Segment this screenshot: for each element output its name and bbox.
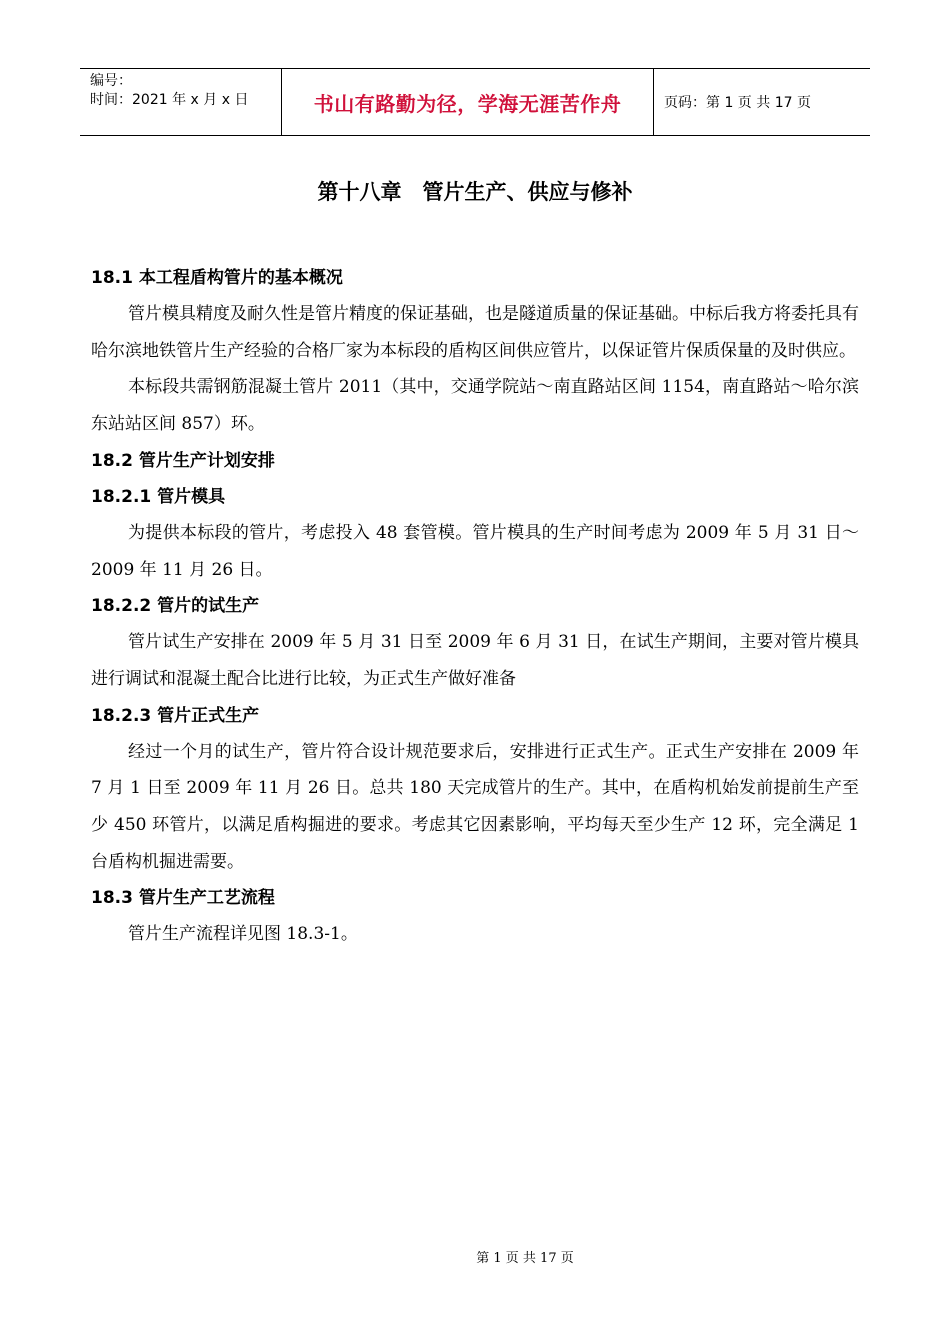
header-page-info: 页码：第 1 页 共 17 页 — [664, 95, 811, 111]
paragraph: 经过一个月的试生产，管片符合设计规范要求后，安排进行正式生产。正式生产安排在 2009 年 7 月 1 日至 2009 年 11 月 26 日。总共 180 天完成管片的生产。其中，在盾构机始发前提前生产至少 450 环管片，以满足盾构掘进的要求。考虑其它因素影响，平均每天至少生产 12 环，完全满足 1 台盾构机掘进需要。 — [91, 741, 859, 872]
document-number-label: 编号： — [90, 73, 132, 89]
paragraph: 本标段共需钢筋混凝土管片 2011（其中，交通学院站～南直路站区间 1154，南直路站～哈尔滨东站站区间 857）环。 — [91, 377, 859, 435]
subsection-heading: 18.2.2 管片的试生产 — [91, 596, 260, 617]
subsection-heading: 18.2.1 管片模具 — [91, 486, 226, 507]
section-heading: 18.2 管片生产计划安排 — [91, 450, 275, 471]
paragraph: 管片模具精度及耐久性是管片精度的保证基础，也是隧道质量的保证基础。中标后我方将委托具有哈尔滨地铁管片生产经验的合格厂家为本标段的盾构区间供应管片，以保证管片保质保量的及时供应。 — [91, 304, 859, 361]
section-heading: 18.3 管片生产工艺流程 — [91, 888, 275, 909]
paragraph: 管片试生产安排在 2009 年 5 月 31 日至 2009 年 6 月 31 日，在试生产期间，主要对管片模具进行调试和混凝土配合比进行比较，为正式生产做好准备 — [91, 632, 859, 689]
page-header — [80, 68, 870, 136]
header-motto: 书山有路勤为径，学海无涯苦作舟 — [282, 69, 654, 135]
document-body — [91, 260, 859, 953]
page-footer: 第 1 页 共 17 页 — [476, 1251, 574, 1266]
document-date-label: 时间：2021 年 x 月 x 日 — [90, 92, 249, 108]
paragraph: 管片生产流程详见图 18.3-1。 — [128, 924, 358, 945]
chapter-title: 第十八章 管片生产、供应与修补 — [317, 180, 633, 204]
section-heading: 18.1 本工程盾构管片的基本概况 — [91, 268, 343, 288]
subsection-heading: 18.2.3 管片正式生产 — [91, 705, 260, 726]
header-meta-cell — [80, 69, 282, 135]
paragraph: 为提供本标段的管片，考虑投入 48 套管模。管片模具的生产时间考虑为 2009 年 5 月 31 日～2009 年 11 月 26 日。 — [91, 522, 859, 580]
